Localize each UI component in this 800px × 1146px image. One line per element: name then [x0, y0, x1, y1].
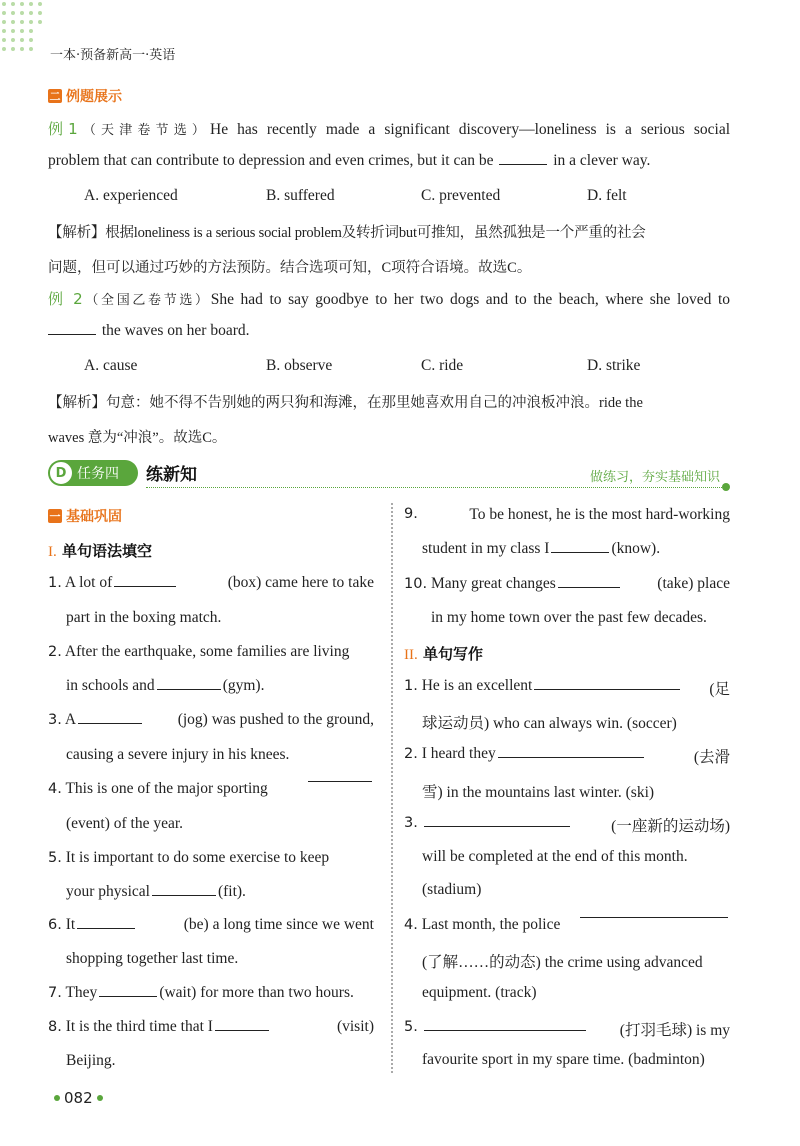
question-number: 8.: [48, 1019, 62, 1035]
pattern-dot: [11, 38, 15, 42]
section-tag-number: 二: [49, 90, 61, 103]
part-1-title: 单句语法填空: [61, 542, 152, 560]
example-1-option-a: A. experienced: [84, 187, 178, 204]
question-8-cont: Beijing.: [66, 1052, 116, 1069]
question-9-cont: [422, 540, 660, 558]
task-badge-label: 任务四: [77, 466, 119, 482]
question-10: [404, 575, 730, 593]
question-3: [48, 711, 374, 729]
example-1-analysis-1: 【解析】根据loneliness is a serious social problem及转折词but可推知，虽然孤独是一个严重的社会: [48, 225, 646, 241]
task-banner: [48, 460, 730, 488]
example-1-line-1: [48, 118, 730, 139]
question-number: 1.: [48, 575, 62, 591]
question-text: To be honest, he is the most hard-working: [469, 506, 730, 523]
example-1-source: （天津卷节选）: [77, 123, 211, 138]
question-text: It is important to do some exercise to keep: [65, 849, 330, 866]
example-2-text: She had to say goodbye to her two dogs and to the beach, where she loved to: [210, 291, 731, 308]
example-2-line-2: [48, 322, 730, 340]
question-text: (fit).: [217, 883, 246, 900]
example-2-label: 例 2: [48, 290, 83, 308]
question-text: Last month, the police: [421, 916, 561, 933]
example-2-analysis-2: waves 意为“冲浪”。故选C。: [48, 430, 227, 446]
part-1-heading: [48, 540, 152, 561]
question-4: [48, 780, 374, 798]
answer-blank[interactable]: [558, 586, 620, 588]
question-text: student in my class I: [422, 540, 550, 557]
pattern-dot: [38, 2, 42, 6]
example-2-option-a: A. cause: [84, 357, 138, 374]
question-2: [48, 643, 349, 661]
example-1-text-b: problem that can contribute to depression and even crimes, but it can be: [48, 152, 494, 169]
task-subtitle: 做练习，夯实基础知识: [589, 470, 720, 485]
pattern-dot: [38, 20, 42, 24]
rule-end-dot: [722, 483, 730, 491]
pattern-dot: [2, 2, 6, 6]
pattern-dot: [20, 2, 24, 6]
question-number: 3.: [404, 815, 418, 831]
question-text: your physical: [66, 883, 150, 900]
example-1-option-c: C. prevented: [421, 187, 501, 204]
question-7: [48, 984, 354, 1002]
question-5-cont: [66, 883, 246, 901]
part-2-title: 单句写作: [422, 645, 483, 663]
pattern-dot: [29, 38, 33, 42]
writing-3: [404, 814, 730, 836]
example-1-text-c: in a clever way.: [553, 152, 651, 169]
question-text: He is an excellent: [421, 677, 533, 694]
pattern-dot: [29, 11, 33, 15]
question-text: It is the third time that I: [65, 1018, 213, 1035]
pattern-dot: [38, 11, 42, 15]
answer-blank[interactable]: [498, 756, 644, 758]
pattern-dot: [20, 20, 24, 24]
pattern-dot: [11, 2, 15, 6]
pattern-dot: [29, 20, 33, 24]
writing-3-hint: (stadium): [422, 881, 482, 898]
pattern-dot: [2, 20, 6, 24]
writing-2: [404, 745, 730, 767]
question-text: They: [65, 984, 98, 1001]
writing-4-cont: (了解……的动态) the crime using advanced: [422, 954, 703, 971]
question-number: 2.: [404, 746, 418, 762]
answer-blank[interactable]: [424, 825, 570, 827]
section-tag-number: 一: [49, 510, 61, 523]
example-1-text: He has recently made a significant discovery—loneliness is a serious social: [210, 121, 730, 138]
example-2-option-d: D. strike: [587, 357, 641, 374]
task-badge-letter: D: [49, 461, 73, 485]
writing-1: [404, 677, 730, 699]
question-5: [48, 849, 329, 867]
question-4-cont: (event) of the year.: [66, 815, 184, 832]
question-6: [48, 916, 374, 934]
pattern-dot: [2, 47, 6, 51]
question-number: 5.: [404, 1019, 418, 1035]
question-1: [48, 574, 374, 592]
pattern-dot: [20, 47, 24, 51]
writing-5-cont: favourite sport in my spare time. (badminton): [422, 1051, 705, 1068]
pattern-dot: [11, 47, 15, 51]
part-2-number: II.: [404, 647, 418, 663]
pattern-dot: [29, 2, 33, 6]
question-text: (box) came here to take: [227, 574, 374, 591]
example-1-option-b: B. suffered: [266, 187, 335, 204]
question-8: [48, 1018, 374, 1036]
answer-blank[interactable]: [114, 585, 176, 587]
answer-blank[interactable]: [48, 333, 96, 335]
green-dot: [97, 1095, 103, 1101]
example-2-line-1: [48, 288, 730, 309]
question-text: (know).: [611, 540, 661, 557]
writing-5: [404, 1018, 730, 1040]
section-tag-examples: [48, 86, 122, 106]
question-text: (jog) was pushed to the ground,: [177, 711, 374, 728]
section-tag-label: 例题展示: [66, 89, 122, 105]
dotted-rule: [146, 487, 724, 488]
question-text: (一座新的运动场): [611, 818, 730, 835]
corner-dot-pattern: [0, 0, 46, 62]
question-text: (be) a long time since we went: [183, 916, 374, 933]
question-10-cont: in my home town over the past few decades.: [431, 609, 707, 626]
example-1-line-2: [48, 152, 730, 170]
question-number: 4.: [48, 781, 62, 797]
answer-blank[interactable]: [78, 722, 142, 724]
answer-blank[interactable]: [499, 163, 547, 165]
example-1-option-d: D. felt: [587, 187, 627, 204]
writing-1-cont: 球运动员) who can always win. (soccer): [422, 715, 677, 732]
question-text: in schools and: [66, 677, 155, 694]
answer-blank[interactable]: [157, 688, 221, 690]
example-2-option-b: B. observe: [266, 357, 333, 374]
example-2-source: （全国乙卷节选）: [82, 293, 211, 308]
question-2-cont: [66, 677, 264, 695]
question-9: [404, 506, 730, 524]
pattern-dot: [20, 11, 24, 15]
question-number: 2.: [48, 644, 62, 660]
answer-blank[interactable]: [424, 1029, 586, 1031]
section-tag-basics: [48, 506, 122, 526]
question-number: 5.: [48, 850, 62, 866]
question-text: I heard they: [421, 745, 496, 762]
pattern-dot: [29, 47, 33, 51]
writing-3-cont: will be completed at the end of this month.: [422, 848, 688, 865]
pattern-dot: [2, 11, 6, 15]
pattern-dot: [29, 29, 33, 33]
question-text: A: [64, 711, 77, 728]
page-number: [50, 1089, 107, 1107]
answer-blank[interactable]: [551, 551, 609, 553]
pattern-dot: [11, 29, 15, 33]
pattern-dot: [11, 20, 15, 24]
answer-blank[interactable]: [152, 894, 216, 896]
question-text: (visit): [336, 1018, 374, 1035]
example-1-analysis-2: 问题，但可以通过巧妙的方法预防。结合选项可知，C项符合语境。故选C。: [48, 260, 532, 276]
question-1-cont: part in the boxing match.: [66, 609, 222, 626]
question-number: 1.: [404, 678, 418, 694]
question-number: 7.: [48, 985, 62, 1001]
writing-4: [404, 916, 730, 934]
question-text: It: [65, 916, 76, 933]
pattern-dot: [20, 29, 24, 33]
question-number: 3.: [48, 712, 62, 728]
answer-blank[interactable]: [99, 995, 157, 997]
question-number: 10.: [404, 576, 428, 592]
page-number-text: 082: [64, 1089, 93, 1107]
answer-blank[interactable]: [308, 780, 372, 782]
question-number: 6.: [48, 917, 62, 933]
section-tag-label: 基础巩固: [66, 509, 122, 525]
part-2-heading: [404, 643, 483, 664]
example-2-option-c: C. ride: [421, 357, 464, 374]
question-text: (足: [709, 681, 730, 698]
answer-blank[interactable]: [580, 916, 728, 918]
question-text: (wait) for more than two hours.: [159, 984, 354, 1001]
writing-4-hint: equipment. (track): [422, 984, 537, 1001]
question-6-cont: shopping together last time.: [66, 950, 239, 967]
column-divider: [391, 503, 393, 1073]
question-text: (gym).: [222, 677, 265, 694]
answer-blank[interactable]: [215, 1029, 269, 1031]
green-dot: [54, 1095, 60, 1101]
question-number: 9.: [404, 506, 418, 522]
question-text: This is one of the major sporting: [65, 780, 268, 797]
answer-blank[interactable]: [534, 688, 680, 690]
pattern-dot: [11, 11, 15, 15]
question-text: A lot of: [64, 574, 113, 591]
part-1-number: I.: [48, 544, 57, 560]
example-2-text-b: the waves on her board.: [101, 322, 250, 339]
example-2-analysis-1: 【解析】句意：她不得不告别她的两只狗和海滩，在那里她喜欢用自己的冲浪板冲浪。ride the: [48, 395, 643, 411]
task-title: 练新知: [146, 465, 197, 485]
writing-2-cont: 雪) in the mountains last winter. (ski): [422, 784, 655, 801]
question-text: (打羽毛球) is my: [619, 1022, 730, 1039]
example-1-label: 例1: [48, 120, 78, 138]
question-text: (去滑: [693, 749, 730, 766]
pattern-dot: [20, 38, 24, 42]
book-title: 一本·预备新高一·英语: [50, 48, 176, 63]
question-text: (take) place: [657, 575, 730, 592]
question-text: After the earthquake, some families are living: [64, 643, 350, 660]
answer-blank[interactable]: [77, 927, 135, 929]
question-3-cont: causing a severe injury in his knees.: [66, 746, 290, 763]
pattern-dot: [2, 29, 6, 33]
question-text: Many great changes: [430, 575, 556, 592]
question-number: 4.: [404, 917, 418, 933]
pattern-dot: [2, 38, 6, 42]
task-badge: [48, 460, 138, 486]
